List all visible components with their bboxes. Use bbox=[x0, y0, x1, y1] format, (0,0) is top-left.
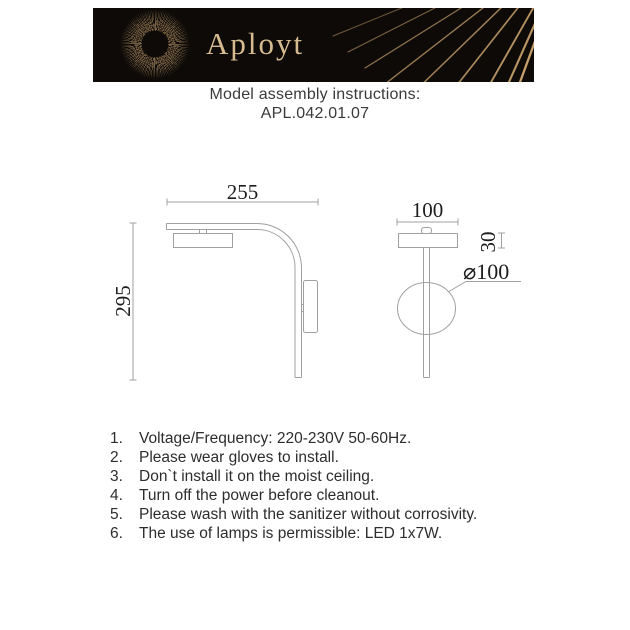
item-text: Please wear gloves to install. bbox=[139, 449, 339, 466]
item-text: The use of lamps is permissible: LED 1x7W. bbox=[139, 525, 443, 542]
dimension-plate-height-30: 30 bbox=[476, 231, 500, 253]
header-title: Model assembly instructions: bbox=[209, 86, 421, 103]
item-text: Please wash with the sanitizer without corrosivity. bbox=[139, 506, 478, 523]
instruction-item bbox=[110, 486, 580, 505]
instruction-item bbox=[110, 448, 580, 467]
item-text: Voltage/Frequency: 220-230V 50-60Hz. bbox=[139, 430, 412, 447]
instruction-item bbox=[110, 429, 580, 448]
item-text: Turn off the power before cleanout. bbox=[139, 487, 380, 504]
dimension-plate-width-100: 100 bbox=[411, 198, 444, 222]
dimension-diameter-100: ⌀100 bbox=[463, 259, 510, 284]
front-view-lamp bbox=[397, 219, 521, 378]
brand-name: Aployt bbox=[206, 26, 305, 61]
item-text: Don`t install it on the moist ceiling. bbox=[139, 468, 375, 485]
model-code: APL.042.01.07 bbox=[260, 105, 370, 122]
side-view-lamp bbox=[130, 199, 319, 381]
dimension-height-295: 295 bbox=[111, 285, 135, 317]
instruction-item bbox=[110, 524, 580, 543]
dimension-width-255: 255 bbox=[226, 180, 259, 204]
item-number: 5. bbox=[110, 506, 123, 523]
item-number: 4. bbox=[110, 487, 123, 504]
item-number: 1. bbox=[110, 430, 123, 447]
item-number: 2. bbox=[110, 449, 123, 466]
instruction-list bbox=[110, 429, 580, 543]
instruction-item bbox=[110, 505, 580, 524]
item-number: 3. bbox=[110, 468, 123, 485]
instruction-item bbox=[110, 467, 580, 486]
item-number: 6. bbox=[110, 525, 123, 542]
